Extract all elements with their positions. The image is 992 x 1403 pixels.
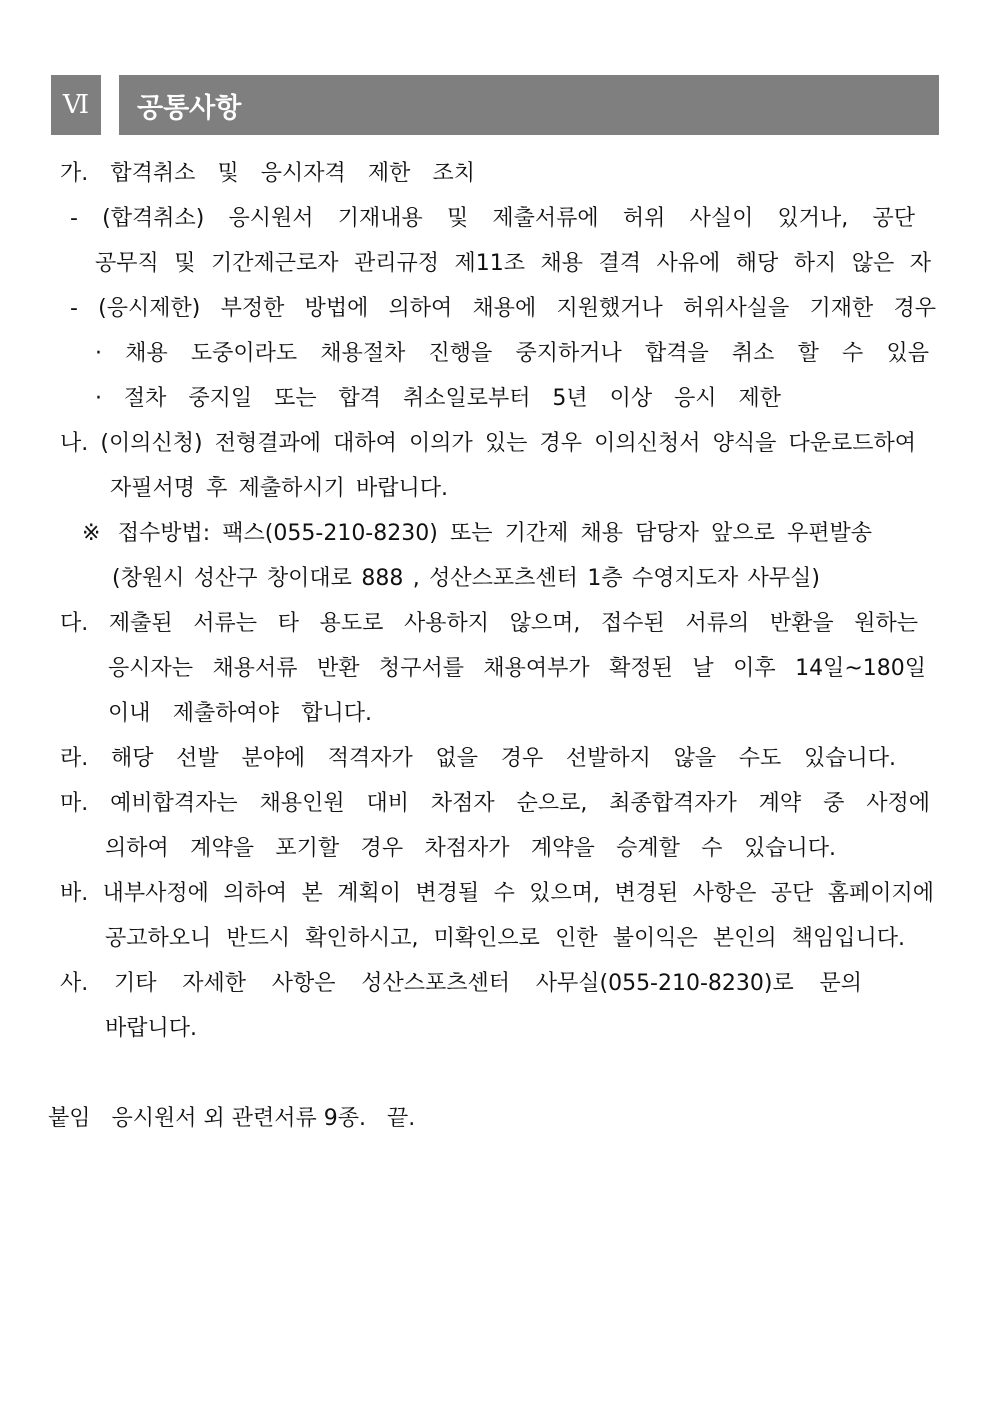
item-na-note1: ※ 접수방법: 팩스(055-210-8230) 또는 기간제 채용 담당자 앞으로 우편발송 bbox=[82, 521, 872, 546]
item-ga-bullet2: · 절차 중지일 또는 합격 취소일로부터 5년 이상 응시 제한 bbox=[95, 386, 781, 411]
item-na-line1: 나. (이의신청) 전형결과에 대하여 이의가 있는 경우 이의신청서 양식을 다운로드하여 bbox=[60, 431, 916, 456]
item-ra-line1: 라. 해당 선발 분야에 적격자가 없을 경우 선발하지 않을 수도 있습니다. bbox=[60, 746, 896, 771]
item-da-line2: 응시자는 채용서류 반환 청구서를 채용여부가 확정된 날 이후 14일~180일 bbox=[108, 656, 926, 681]
item-na-note2: (창원시 성산구 창이대로 888 , 성산스포츠센터 1층 수영지도자 사무실) bbox=[112, 566, 820, 591]
item-ga-limit-line: - (응시제한) 부정한 방법에 의하여 채용에 지원했거나 허위사실을 기재한 경우 bbox=[70, 296, 936, 321]
item-sa-line2: 바랍니다. bbox=[105, 1016, 198, 1041]
section-title: 공통사항 bbox=[119, 75, 939, 135]
item-ma-line1: 마. 예비합격자는 채용인원 대비 차점자 순으로, 최종합격자가 계약 중 사정에 bbox=[60, 791, 930, 816]
item-ga-title: 가. 합격취소 및 응시자격 제한 조치 bbox=[60, 161, 475, 186]
item-ga-bullet1: · 채용 도중이라도 채용절차 진행을 중지하거나 합격을 취소 할 수 있음 bbox=[95, 341, 929, 366]
item-ga-cancel-line1: - (합격취소) 응시원서 기재내용 및 제출서류에 허위 사실이 있거나, 공단 bbox=[70, 206, 915, 231]
item-ga-cancel-line2: 공무직 및 기간제근로자 관리규정 제11조 채용 결격 사유에 해당 하지 않은 자 bbox=[95, 251, 931, 276]
attachment-line: 붙임 응시원서 외 관련서류 9종. 끝. bbox=[48, 1106, 416, 1131]
item-sa-line1: 사. 기타 자세한 사항은 성산스포츠센터 사무실(055-210-8230)로 문의 bbox=[60, 971, 862, 996]
section-number: Ⅵ bbox=[51, 75, 101, 135]
item-da-line3: 이내 제출하여야 합니다. bbox=[108, 701, 372, 726]
item-ma-line2: 의하여 계약을 포기할 경우 차점자가 계약을 승계할 수 있습니다. bbox=[105, 836, 836, 861]
item-ba-line1: 바. 내부사정에 의하여 본 계획이 변경될 수 있으며, 변경된 사항은 공단 홈페이지에 bbox=[60, 881, 934, 906]
item-da-line1: 다. 제출된 서류는 타 용도로 사용하지 않으며, 접수된 서류의 반환을 원하는 bbox=[60, 611, 918, 636]
item-na-line2: 자필서명 후 제출하시기 바랍니다. bbox=[110, 476, 448, 501]
item-ba-line2: 공고하오니 반드시 확인하시고, 미확인으로 인한 불이익은 본인의 책임입니다. bbox=[105, 926, 905, 951]
